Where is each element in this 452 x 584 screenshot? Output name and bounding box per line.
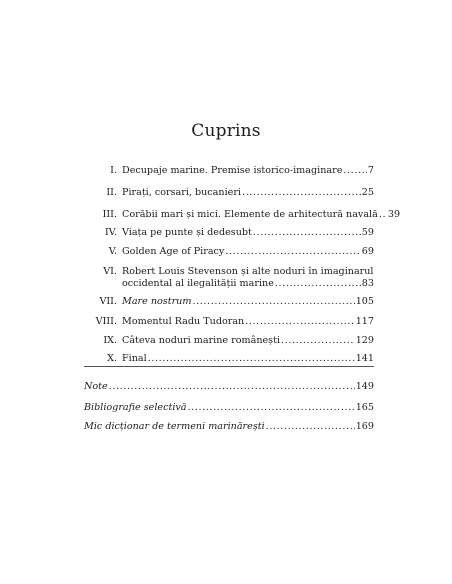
page-number: 117: [355, 316, 374, 327]
chapter-number: IX.: [103, 335, 117, 346]
page-number: 165: [355, 402, 374, 413]
chapter-number: VII.: [99, 296, 117, 307]
dot-leader: [245, 316, 354, 328]
toc-entry: [84, 335, 374, 347]
backmatter-entry: [84, 381, 374, 393]
backmatter-title: Mic dicționar de termeni marinărești: [84, 421, 265, 432]
toc-entry: [84, 165, 374, 177]
page-number: 141: [355, 353, 374, 364]
chapter-number: IV.: [104, 227, 117, 238]
toc-entry: [84, 296, 374, 308]
chapter-title-line2: occidental al ilegalității marine: [122, 278, 274, 289]
page-number: 169: [355, 421, 374, 432]
toc-entry: [84, 246, 374, 258]
toc-entry-continuation: [122, 278, 374, 290]
dot-leader: [188, 402, 355, 414]
chapter-title: Decupaje marine. Premise istorico-imaginare: [122, 165, 343, 176]
page-number: 149: [355, 381, 374, 392]
page-number: 59: [361, 227, 374, 238]
toc-entry: [84, 316, 374, 328]
backmatter-entry: [84, 421, 374, 433]
chapter-title: Final: [122, 353, 147, 364]
dot-leader: [192, 296, 354, 308]
chapter-number: III.: [102, 209, 117, 220]
chapter-title: Golden Age of Piracy: [122, 246, 225, 257]
toc-entry: [84, 266, 374, 278]
page-number: 83: [361, 278, 374, 289]
chapter-number: V.: [108, 246, 117, 257]
chapter-title: Corăbii mari și mici. Elemente de arhitectură navală: [122, 209, 378, 220]
page-number: 25: [361, 187, 374, 198]
page-number: 105: [355, 296, 374, 307]
chapter-number: VIII.: [95, 316, 117, 327]
chapter-number: II.: [106, 187, 117, 198]
chapter-number: X.: [107, 353, 117, 364]
section-divider: [84, 366, 374, 367]
page-number: 39: [387, 209, 401, 220]
dot-leader: [275, 278, 361, 290]
chapter-title: Mare nostrum: [122, 296, 192, 307]
dot-leader: [379, 209, 387, 221]
page-number: 69: [361, 246, 374, 257]
dot-leader: [242, 187, 361, 199]
chapter-title-line1: Robert Louis Stevenson și alte noduri în imaginarul: [122, 266, 374, 277]
page-title: Cuprins: [191, 121, 261, 141]
toc-entry: [84, 187, 374, 199]
dot-leader: [225, 246, 360, 258]
page-number: 7: [367, 165, 374, 176]
chapter-title: Momentul Radu Tudoran: [122, 316, 245, 327]
dot-leader: [281, 335, 355, 347]
toc-entry: [84, 209, 401, 221]
dot-leader: [266, 421, 355, 433]
backmatter-title: Bibliografie selectivă: [84, 402, 187, 413]
chapter-title: Câteva noduri marine românești: [122, 335, 281, 346]
toc-entry: [84, 227, 374, 239]
dot-leader: [343, 165, 367, 177]
backmatter-title: Note: [84, 381, 108, 392]
dot-leader: [253, 227, 361, 239]
backmatter-entry: [84, 402, 374, 414]
page-number: 129: [355, 335, 374, 346]
chapter-number: I.: [110, 165, 117, 176]
chapter-title: Viața pe punte și dedesubt: [122, 227, 252, 238]
chapter-number: VI.: [103, 266, 117, 277]
dot-leader: [148, 353, 355, 365]
toc-entry: [84, 353, 374, 365]
chapter-title: Pirați, corsari, bucanieri: [122, 187, 241, 198]
dot-leader: [109, 381, 355, 393]
